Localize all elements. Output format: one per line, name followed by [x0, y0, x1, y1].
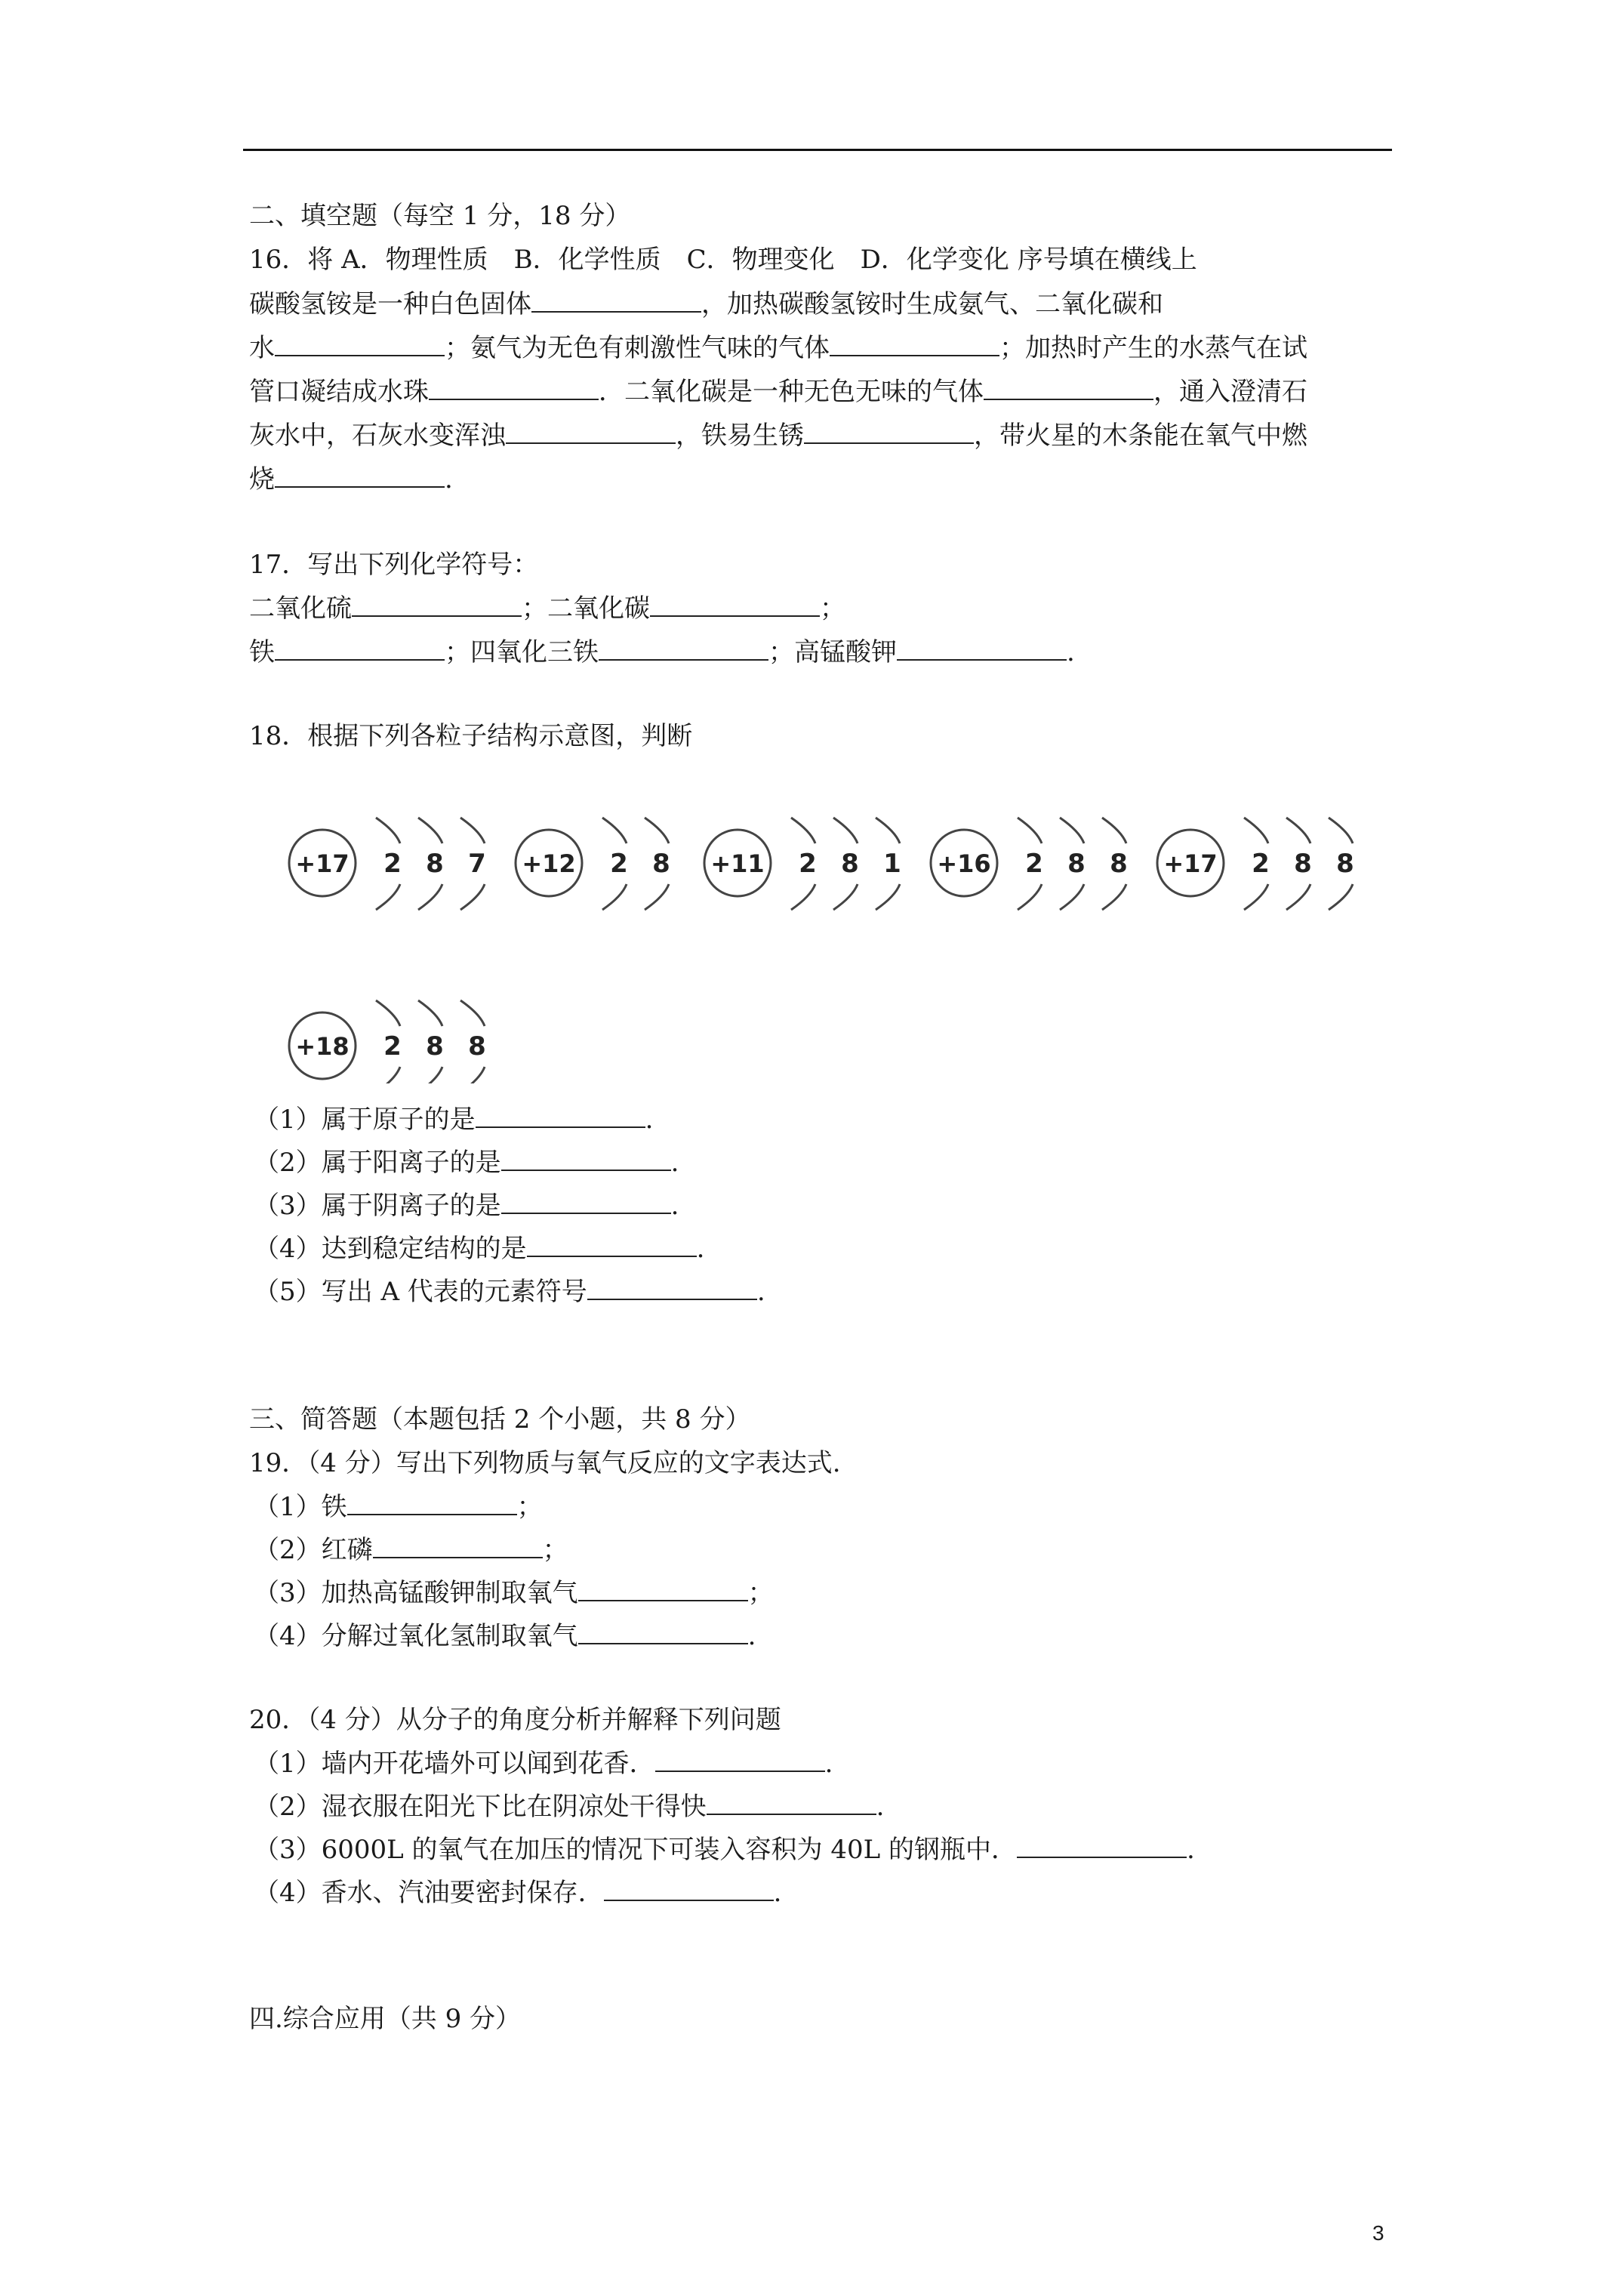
electron-shell-arc — [876, 884, 900, 910]
q17-line-2: 铁 ；四氧化三铁 ；高锰酸钾 . — [249, 637, 1075, 667]
shell-electron-count: 8 — [841, 849, 859, 879]
q18-sub-3: （3）属于阴离子的是 . — [254, 1191, 679, 1221]
electron-shell-arc — [1286, 884, 1310, 910]
shell-electron-count: 8 — [426, 849, 444, 879]
q19-sub-3: （3）加热高锰酸钾制取氧气 ； — [254, 1578, 774, 1608]
particle-diagram — [704, 818, 901, 910]
electron-shell-arc — [376, 1067, 400, 1083]
q16-line-6: 烧 . — [249, 464, 453, 495]
electron-shell-arc — [791, 818, 815, 843]
shell-electron-count: 8 — [426, 1031, 444, 1062]
q18-title: 18．根据下列各粒子结构示意图，判断 — [249, 721, 693, 751]
q19-sub-1: （1）铁 ； — [254, 1492, 543, 1522]
shell-electron-count: 7 — [468, 849, 486, 879]
q19-title: 19．（4 分）写出下列物质与氧气反应的文字表达式. — [249, 1448, 841, 1478]
electron-shell-arc — [418, 818, 442, 843]
header-rule — [243, 149, 1392, 151]
answer-blank[interactable] — [352, 593, 522, 617]
electron-shell-arc — [1102, 884, 1126, 910]
answer-blank[interactable] — [506, 420, 676, 444]
electron-shell-arc — [1018, 884, 1042, 910]
electron-shell-arc — [460, 1000, 485, 1026]
particle-diagram — [516, 818, 670, 910]
shell-electron-count: 2 — [383, 1031, 402, 1062]
electron-shell-arc — [418, 1067, 442, 1083]
q20-sub-2: （2）湿衣服在阳光下比在阴凉处干得快 . — [254, 1792, 885, 1822]
q18-sub-2: （2）属于阳离子的是 . — [254, 1148, 679, 1178]
q18-sub-1: （1）属于原子的是 . — [254, 1105, 654, 1135]
electron-shell-arc — [791, 884, 815, 910]
q20-title: 20．（4 分）从分子的角度分析并解释下列问题 — [249, 1705, 781, 1735]
electron-shell-arc — [1244, 884, 1268, 910]
electron-shell-arc — [833, 818, 858, 843]
q20-sub-4: （4）香水、汽油要密封保存． . — [254, 1878, 782, 1908]
q16-line-5: 灰水中，石灰水变浑浊 ，铁易生锈 ，带火星的木条能在氧气中燃 — [249, 421, 1307, 451]
answer-blank[interactable] — [578, 1577, 748, 1601]
electron-shell-arc — [1060, 884, 1084, 910]
nucleus-charge: +11 — [710, 849, 765, 878]
q18-sub-4: （4）达到稳定结构的是 . — [254, 1234, 705, 1264]
q16-line-4: 管口凝结成水珠 ．二氧化碳是一种无色无味的气体 ，通入澄清石 — [249, 377, 1307, 407]
electron-shell-arc — [1102, 818, 1126, 843]
q16-line-3: 水 ；氨气为无色有刺激性气味的气体 ；加热时产生的水蒸气在试 — [249, 333, 1307, 363]
shell-electron-count: 8 — [1336, 849, 1354, 879]
electron-shell-arc — [376, 1000, 400, 1026]
answer-blank[interactable] — [599, 636, 768, 661]
answer-blank[interactable] — [578, 1620, 748, 1644]
q16-line-2: 碳酸氢铵是一种白色固体 ，加热碳酸氢铵时生成氨气、二氧化碳和 — [249, 289, 1163, 319]
answer-blank[interactable] — [655, 1748, 825, 1772]
electron-shell-arc — [876, 818, 900, 843]
answer-blank[interactable] — [527, 1233, 697, 1257]
answer-blank[interactable] — [707, 1791, 876, 1815]
electron-shell-arc — [418, 1000, 442, 1026]
shell-electron-count: 1 — [883, 849, 901, 879]
shell-electron-count: 8 — [652, 849, 670, 879]
q18-sub-5: （5）写出 A 代表的元素符号 . — [254, 1277, 765, 1307]
section-4-title: 四.综合应用（共 9 分） — [249, 2004, 522, 2034]
nucleus-charge: +17 — [1163, 849, 1218, 878]
answer-blank[interactable] — [897, 636, 1067, 661]
answer-blank[interactable] — [650, 593, 820, 617]
answer-blank[interactable] — [347, 1491, 517, 1515]
electron-shell-arc — [1286, 818, 1310, 843]
shell-electron-count: 8 — [1294, 849, 1312, 879]
page-number: 3 — [1372, 2221, 1384, 2245]
electron-shell-arc — [376, 818, 400, 843]
answer-blank[interactable] — [604, 1877, 774, 1901]
electron-shell-arc — [602, 884, 627, 910]
particle-diagram — [289, 818, 486, 910]
q19-sub-2: （2）红磷 ； — [254, 1535, 568, 1565]
section-3-title: 三、简答题（本题包括 2 个小题，共 8 分） — [249, 1404, 751, 1435]
answer-blank[interactable] — [429, 376, 599, 400]
electron-shell-arc — [1018, 818, 1042, 843]
answer-blank[interactable] — [275, 636, 445, 661]
nucleus-charge: +18 — [295, 1032, 350, 1061]
electron-shell-arc — [645, 884, 669, 910]
q19-sub-4: （4）分解过氧化氢制取氧气 . — [254, 1621, 756, 1651]
answer-blank[interactable] — [830, 332, 999, 356]
shell-electron-count: 8 — [1067, 849, 1086, 879]
shell-electron-count: 2 — [799, 849, 817, 879]
answer-blank[interactable] — [1017, 1834, 1187, 1858]
electron-shell-arc — [1329, 884, 1353, 910]
electron-shell-arc — [418, 884, 442, 910]
electron-shell-arc — [1244, 818, 1268, 843]
answer-blank[interactable] — [501, 1147, 671, 1171]
shell-electron-count: 2 — [1252, 849, 1270, 879]
electron-shell-arc — [645, 818, 669, 843]
shell-electron-count: 2 — [610, 849, 628, 879]
answer-blank[interactable] — [373, 1534, 543, 1558]
particle-diagram — [289, 1000, 486, 1083]
electron-shell-arc — [376, 884, 400, 910]
nucleus-charge: +12 — [522, 849, 576, 878]
answer-blank[interactable] — [275, 464, 445, 488]
nucleus-charge: +16 — [937, 849, 991, 878]
shell-electron-count: 8 — [468, 1031, 486, 1062]
electron-shell-arc — [460, 1067, 485, 1083]
particle-diagram — [931, 818, 1128, 910]
nucleus-charge: +17 — [295, 849, 350, 878]
section-2-title: 二、填空题（每空 1 分，18 分） — [249, 201, 631, 231]
q20-sub-3: （3）6000L 的氧气在加压的情况下可装入容积为 40L 的钢瓶中． . — [254, 1835, 1195, 1865]
answer-blank[interactable] — [984, 376, 1153, 400]
shell-electron-count: 2 — [1025, 849, 1043, 879]
answer-blank[interactable] — [275, 332, 445, 356]
answer-blank[interactable] — [804, 420, 974, 444]
particle-diagram — [1157, 818, 1354, 910]
shell-electron-count: 8 — [1110, 849, 1128, 879]
q20-sub-1: （1）墙内开花墙外可以闻到花香． . — [254, 1749, 833, 1779]
q17-line-1: 二氧化硫 ；二氧化碳 ； — [249, 593, 845, 624]
q16-line-1: 16．将 A．物理性质 B．化学性质 C．物理变化 D．化学变化 序号填在横线上 — [249, 245, 1197, 275]
answer-blank[interactable] — [531, 288, 701, 313]
electron-shell-arc — [602, 818, 627, 843]
electron-shell-arc — [1329, 818, 1353, 843]
q17-title: 17．写出下列化学符号： — [249, 550, 539, 580]
particles-svg — [253, 781, 1370, 1083]
electron-shell-arc — [460, 884, 485, 910]
answer-blank[interactable] — [476, 1104, 645, 1128]
shell-electron-count: 2 — [383, 849, 402, 879]
answer-blank[interactable] — [501, 1190, 671, 1214]
answer-blank[interactable] — [587, 1276, 757, 1300]
electron-shell-arc — [833, 884, 858, 910]
particle-structure-diagrams — [253, 781, 1370, 1083]
electron-shell-arc — [460, 818, 485, 843]
electron-shell-arc — [1060, 818, 1084, 843]
